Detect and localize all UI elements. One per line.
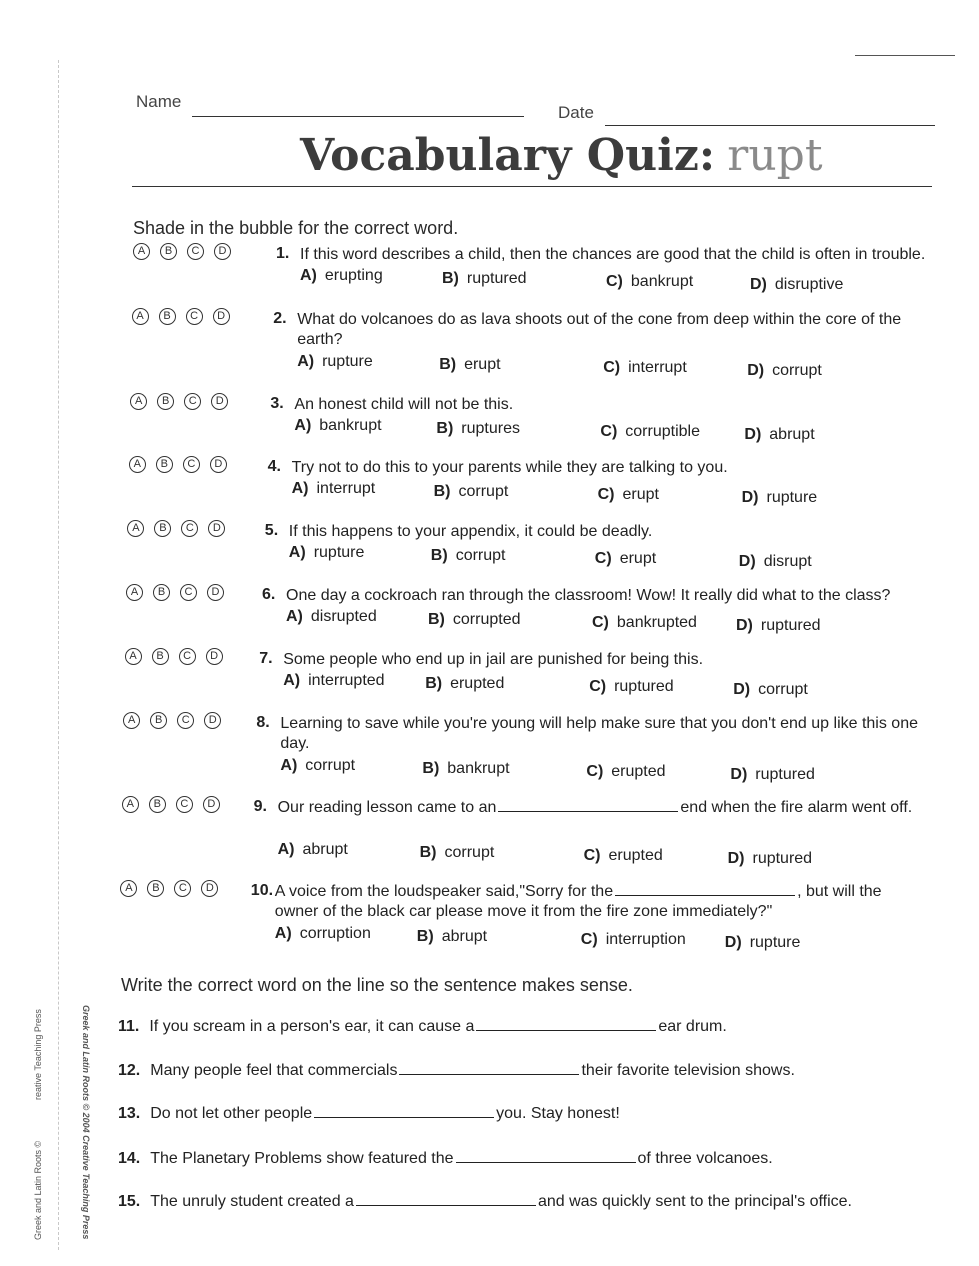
option-word: rupture bbox=[749, 934, 801, 951]
answer-option[interactable] bbox=[278, 841, 348, 859]
answer-option[interactable] bbox=[603, 359, 687, 377]
answer-bubbles bbox=[122, 796, 220, 813]
title-root: rupt bbox=[727, 130, 823, 181]
question-text: One day a cockroach ran through the classroom! Wow! It really did what to the class? bbox=[286, 587, 891, 604]
answer-option[interactable] bbox=[730, 766, 814, 784]
answer-bubble[interactable]: C bbox=[181, 520, 198, 537]
answer-bubble[interactable]: B bbox=[159, 308, 176, 325]
answer-bubble[interactable]: B bbox=[160, 243, 177, 260]
page-title bbox=[300, 128, 823, 184]
answer-bubbles bbox=[120, 880, 218, 897]
question-number: 12. bbox=[118, 1062, 141, 1079]
answer-bubble[interactable]: B bbox=[147, 880, 164, 897]
question-number: 13. bbox=[118, 1105, 141, 1122]
answer-blank[interactable] bbox=[498, 811, 678, 812]
answer-option[interactable] bbox=[747, 362, 822, 380]
option-word: interruption bbox=[605, 931, 686, 948]
option-word: ruptured bbox=[755, 766, 815, 783]
option-letter: A) bbox=[288, 544, 306, 561]
option-letter: C) bbox=[594, 550, 612, 567]
answer-blank[interactable] bbox=[356, 1205, 536, 1206]
answer-bubble[interactable]: A bbox=[120, 880, 137, 897]
answer-bubble[interactable]: C bbox=[174, 880, 191, 897]
option-word: abrupt bbox=[302, 841, 348, 858]
option-word: bankrupt bbox=[319, 417, 382, 434]
option-letter: A) bbox=[280, 757, 298, 774]
answer-option[interactable] bbox=[742, 489, 818, 507]
sentence-before: The Planetary Problems show featured the bbox=[150, 1150, 454, 1167]
answer-option[interactable] bbox=[725, 934, 801, 952]
answer-option[interactable] bbox=[750, 276, 843, 294]
answer-bubbles bbox=[125, 648, 223, 665]
answer-bubble[interactable]: A bbox=[129, 456, 146, 473]
answer-bubble[interactable]: A bbox=[132, 308, 149, 325]
question-item bbox=[0, 880, 979, 950]
answer-option[interactable] bbox=[292, 480, 376, 498]
option-word: ruptured bbox=[466, 270, 527, 287]
option-letter: B) bbox=[425, 675, 443, 692]
answer-option[interactable] bbox=[434, 483, 509, 501]
answer-bubble[interactable]: C bbox=[183, 456, 200, 473]
answer-blank[interactable] bbox=[399, 1074, 579, 1075]
question-text: Some people who end up in jail are punished for being this. bbox=[283, 651, 704, 668]
answer-option[interactable] bbox=[289, 544, 365, 562]
answer-bubble[interactable]: C bbox=[177, 712, 194, 729]
option-word: rupture bbox=[766, 489, 818, 506]
option-word: erupted bbox=[450, 675, 505, 692]
option-word: corrupt bbox=[458, 483, 509, 500]
question-number: 2. bbox=[273, 310, 287, 327]
option-word: erupt bbox=[464, 356, 501, 373]
option-letter: A) bbox=[297, 353, 315, 370]
option-letter: B) bbox=[436, 420, 454, 437]
fill-question bbox=[118, 1150, 773, 1168]
answer-option[interactable] bbox=[425, 675, 504, 693]
answer-option[interactable] bbox=[728, 850, 812, 868]
option-word: corruptible bbox=[625, 423, 700, 440]
answer-option[interactable] bbox=[592, 614, 697, 632]
question-item bbox=[0, 712, 979, 782]
answer-option[interactable] bbox=[736, 617, 820, 635]
question-item bbox=[0, 584, 979, 654]
option-word: corrupt bbox=[455, 547, 506, 564]
option-letter: B) bbox=[439, 356, 457, 373]
answer-blank[interactable] bbox=[314, 1117, 494, 1118]
question-number: 6. bbox=[262, 586, 276, 603]
answer-bubble[interactable]: B bbox=[154, 520, 171, 537]
option-word: corrupted bbox=[452, 611, 521, 628]
option-word: corrupt bbox=[772, 362, 822, 379]
answer-bubble[interactable]: D bbox=[213, 308, 230, 325]
answer-bubble[interactable]: C bbox=[184, 393, 201, 410]
name-label: Name bbox=[136, 92, 182, 111]
title-main: Vocabulary Quiz: bbox=[300, 130, 716, 181]
sentence-before: Do not let other people bbox=[150, 1105, 313, 1122]
question-number: 4. bbox=[267, 458, 281, 475]
answer-bubble[interactable]: B bbox=[157, 393, 174, 410]
answer-option[interactable] bbox=[586, 763, 665, 781]
answer-bubble[interactable]: B bbox=[156, 456, 173, 473]
answer-option[interactable] bbox=[275, 925, 371, 943]
option-word: rupture bbox=[322, 353, 373, 370]
answer-bubble[interactable]: C bbox=[186, 308, 203, 325]
sentence-after: and was quickly sent to the principal's office. bbox=[537, 1193, 852, 1210]
answer-option[interactable] bbox=[439, 356, 500, 374]
option-letter: C) bbox=[583, 847, 601, 864]
option-word: ruptured bbox=[760, 617, 821, 634]
answer-bubbles bbox=[133, 243, 231, 260]
answer-option[interactable] bbox=[417, 928, 487, 946]
date-label: Date bbox=[558, 103, 594, 122]
option-letter: D) bbox=[727, 850, 745, 867]
question-text-after: end when the fire alarm went off. bbox=[680, 799, 913, 816]
question-text: An honest child will not be this. bbox=[294, 396, 514, 413]
question-text: If this happens to your appendix, it could be deadly. bbox=[288, 523, 653, 540]
option-word: rupture bbox=[313, 544, 365, 561]
option-letter: B) bbox=[422, 760, 440, 777]
question-text bbox=[275, 882, 915, 922]
answer-bubble[interactable]: D bbox=[204, 712, 221, 729]
option-word: corruption bbox=[299, 925, 371, 942]
question-text-after: , but will the owner of the black car please move it from the fire zone immediately?" bbox=[274, 883, 882, 920]
answer-option[interactable] bbox=[300, 267, 383, 285]
sentence-before: The unruly student created a bbox=[150, 1193, 354, 1210]
answer-bubble[interactable]: D bbox=[210, 456, 227, 473]
option-letter: D) bbox=[738, 553, 756, 570]
option-word: corrupt bbox=[444, 844, 495, 861]
option-letter: C) bbox=[597, 486, 615, 503]
option-letter: A) bbox=[277, 841, 295, 858]
answer-option[interactable] bbox=[280, 757, 355, 775]
option-word: abrupt bbox=[441, 928, 488, 945]
fill-question bbox=[118, 1105, 620, 1123]
answer-blank[interactable] bbox=[615, 895, 795, 896]
answer-bubble[interactable]: D bbox=[208, 520, 225, 537]
option-letter: C) bbox=[589, 678, 607, 695]
section2-instruction: Write the correct word on the line so the sentence makes sense. bbox=[121, 975, 633, 995]
sentence-before: If you scream in a person's ear, it can cause a bbox=[149, 1018, 475, 1035]
answer-option[interactable] bbox=[600, 423, 700, 441]
question-item bbox=[0, 393, 979, 463]
question-number: 15. bbox=[118, 1193, 141, 1210]
answer-bubble[interactable]: B bbox=[153, 584, 170, 601]
answer-bubble[interactable]: B bbox=[149, 796, 166, 813]
option-letter: A) bbox=[274, 925, 292, 942]
question-number: 3. bbox=[270, 395, 284, 412]
option-letter: A) bbox=[300, 267, 317, 284]
option-word: ruptured bbox=[614, 678, 674, 695]
answer-bubble[interactable]: A bbox=[125, 648, 142, 665]
question-number: 11. bbox=[118, 1018, 140, 1035]
option-word: erupted bbox=[608, 847, 663, 864]
option-letter: C) bbox=[580, 931, 598, 948]
answer-option[interactable] bbox=[436, 420, 520, 438]
option-word: corrupt bbox=[305, 757, 356, 774]
option-word: erupted bbox=[611, 763, 666, 780]
answer-bubbles bbox=[126, 584, 224, 601]
option-word: erupt bbox=[619, 550, 657, 567]
option-word: erupting bbox=[324, 267, 383, 284]
top-right-line bbox=[855, 55, 955, 56]
answer-blank[interactable] bbox=[476, 1030, 656, 1031]
answer-option[interactable] bbox=[744, 426, 814, 444]
option-letter: D) bbox=[733, 681, 751, 698]
option-word: ruptures bbox=[461, 420, 520, 437]
option-letter: C) bbox=[586, 763, 604, 780]
question-text-before: Our reading lesson came to an bbox=[277, 799, 497, 816]
question-item bbox=[0, 796, 979, 866]
answer-blank[interactable] bbox=[456, 1162, 636, 1163]
question-text: Try not to do this to your parents while they are talking to you. bbox=[291, 459, 728, 476]
option-letter: C) bbox=[606, 273, 623, 290]
answer-bubbles bbox=[129, 456, 227, 473]
question-item bbox=[0, 520, 979, 590]
answer-option[interactable] bbox=[581, 931, 686, 949]
option-word: erupt bbox=[622, 486, 659, 503]
answer-option[interactable] bbox=[584, 847, 663, 865]
date-field[interactable] bbox=[605, 125, 935, 126]
answer-bubble[interactable]: C bbox=[180, 584, 197, 601]
answer-option[interactable] bbox=[733, 681, 808, 699]
answer-option[interactable] bbox=[420, 844, 495, 862]
option-letter: A) bbox=[283, 672, 301, 689]
answer-bubble[interactable]: B bbox=[150, 712, 167, 729]
question-text: Learning to save while you're young will help make sure that you don't end up like this one day. bbox=[280, 715, 918, 752]
option-letter: B) bbox=[442, 270, 459, 287]
answer-bubble[interactable]: D bbox=[201, 880, 218, 897]
option-word: disruptive bbox=[774, 276, 844, 293]
option-letter: D) bbox=[747, 362, 765, 379]
question-item bbox=[0, 648, 979, 718]
option-word: abrupt bbox=[769, 426, 815, 443]
option-letter: D) bbox=[744, 426, 762, 443]
answer-option[interactable] bbox=[598, 486, 659, 504]
question-item bbox=[0, 243, 979, 313]
answer-option[interactable] bbox=[422, 760, 509, 778]
answer-bubbles bbox=[127, 520, 225, 537]
question-text bbox=[278, 798, 918, 818]
answer-bubbles bbox=[132, 308, 230, 325]
question-text-before: A voice from the loudspeaker said,"Sorry for the bbox=[274, 883, 614, 900]
option-word: disrupted bbox=[310, 608, 377, 625]
option-letter: C) bbox=[603, 359, 621, 376]
answer-option[interactable] bbox=[297, 353, 373, 371]
answer-bubble[interactable]: D bbox=[211, 393, 228, 410]
option-word: interrupt bbox=[628, 359, 687, 376]
answer-bubble[interactable]: A bbox=[127, 520, 144, 537]
option-letter: C) bbox=[592, 614, 609, 631]
option-word: corrupt bbox=[758, 681, 808, 698]
question-number: 7. bbox=[259, 650, 273, 667]
answer-bubble[interactable]: A bbox=[130, 393, 147, 410]
option-letter: C) bbox=[600, 423, 618, 440]
option-word: bankrupt bbox=[630, 273, 694, 290]
option-letter: B) bbox=[428, 611, 445, 628]
answer-option[interactable] bbox=[286, 608, 377, 626]
fill-question bbox=[118, 1018, 727, 1036]
answer-option[interactable] bbox=[294, 417, 381, 435]
sentence-before: Many people feel that commercials bbox=[150, 1062, 398, 1079]
sentence-after: ear drum. bbox=[658, 1018, 727, 1035]
question-number: 8. bbox=[256, 714, 270, 731]
option-letter: D) bbox=[736, 617, 753, 634]
section1-instruction: Shade in the bubble for the correct word. bbox=[133, 218, 459, 238]
option-letter: D) bbox=[750, 276, 767, 293]
question-number: 9. bbox=[253, 798, 267, 815]
answer-bubble[interactable]: D bbox=[214, 243, 231, 260]
question-item bbox=[0, 456, 979, 526]
answer-option[interactable] bbox=[739, 553, 812, 571]
answer-bubble[interactable]: D bbox=[206, 648, 223, 665]
answer-bubble[interactable]: A bbox=[133, 243, 150, 260]
name-field[interactable] bbox=[192, 116, 524, 117]
question-number: 5. bbox=[264, 522, 279, 539]
option-word: disrupt bbox=[763, 553, 812, 570]
question-text: If this word describes a child, then the chances are good that the child is often in trouble. bbox=[300, 246, 926, 263]
fill-question bbox=[118, 1193, 852, 1211]
answer-bubbles bbox=[130, 393, 228, 410]
option-letter: B) bbox=[430, 547, 448, 564]
option-letter: B) bbox=[419, 844, 437, 861]
option-letter: D) bbox=[730, 766, 748, 783]
answer-bubble[interactable]: C bbox=[187, 243, 204, 260]
question-number: 14. bbox=[118, 1150, 141, 1167]
answer-bubble[interactable]: C bbox=[179, 648, 196, 665]
sentence-after: you. Stay honest! bbox=[496, 1105, 620, 1122]
answer-bubbles bbox=[123, 712, 221, 729]
answer-bubble[interactable]: C bbox=[176, 796, 193, 813]
option-word: interrupt bbox=[316, 480, 376, 497]
option-word: bankrupted bbox=[616, 614, 697, 631]
answer-bubble[interactable]: A bbox=[122, 796, 139, 813]
option-letter: B) bbox=[416, 928, 434, 945]
copyright-text: Greek and Latin Roots © 2004 Creative Teaching Press bbox=[81, 1005, 91, 1240]
fill-question bbox=[118, 1062, 795, 1080]
sentence-after: their favorite television shows. bbox=[581, 1062, 795, 1079]
option-letter: A) bbox=[291, 480, 309, 497]
sentence-after: of three volcanoes. bbox=[637, 1150, 773, 1167]
question-item bbox=[0, 308, 979, 378]
option-word: ruptured bbox=[752, 850, 813, 867]
option-letter: D) bbox=[741, 489, 759, 506]
answer-option[interactable] bbox=[431, 547, 506, 565]
option-letter: B) bbox=[433, 483, 451, 500]
option-letter: D) bbox=[724, 934, 742, 951]
answer-option[interactable] bbox=[442, 270, 526, 288]
margin-text-a: Greek and Latin Roots © bbox=[33, 1140, 43, 1240]
answer-bubble[interactable]: A bbox=[126, 584, 143, 601]
answer-option[interactable] bbox=[428, 611, 520, 629]
title-rule bbox=[132, 186, 932, 187]
answer-bubble[interactable]: D bbox=[207, 584, 224, 601]
margin-text-b: reative Teaching Press bbox=[33, 1009, 43, 1100]
answer-option[interactable] bbox=[283, 672, 384, 690]
answer-bubble[interactable]: A bbox=[123, 712, 140, 729]
question-number: 1. bbox=[276, 245, 290, 262]
answer-option[interactable] bbox=[595, 550, 656, 568]
option-letter: A) bbox=[294, 417, 312, 434]
answer-option[interactable] bbox=[606, 273, 693, 291]
answer-bubble[interactable]: D bbox=[203, 796, 220, 813]
option-word: bankrupt bbox=[447, 760, 510, 777]
answer-option[interactable] bbox=[589, 678, 673, 696]
question-number: 10. bbox=[250, 882, 274, 899]
option-letter: A) bbox=[286, 608, 303, 625]
option-word: interrupted bbox=[308, 672, 385, 689]
question-text: What do volcanoes do as lava shoots out of the cone from deep within the core of the earth? bbox=[297, 311, 902, 348]
answer-bubble[interactable]: B bbox=[152, 648, 169, 665]
